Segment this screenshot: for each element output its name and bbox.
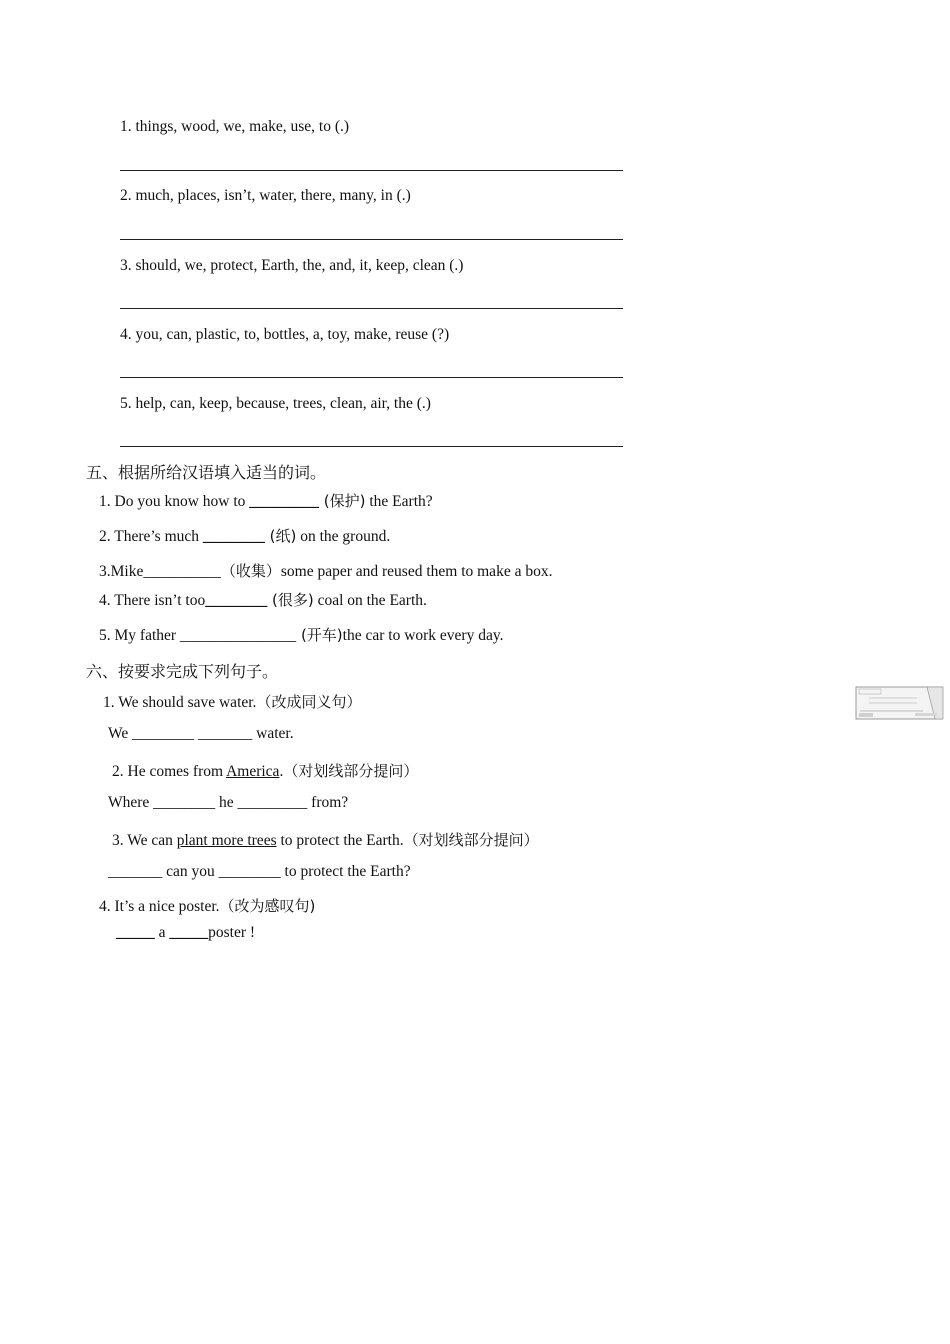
fill-item-2 — [99, 525, 390, 546]
rewrite-q4-text: 4. It’s a nice poster. — [99, 898, 220, 915]
fill-item-5-pre: 5. My father — [99, 627, 180, 644]
fill-blank-2[interactable]: ________ — [202, 528, 265, 545]
rewrite-q3-pre: 3. We can — [112, 832, 177, 849]
fill-item-3-pre: 3.Mike — [99, 563, 144, 580]
reorder-item-1: 1. things, wood, we, make, use, to (.) — [120, 118, 350, 135]
fill-hint-1: (保护) — [319, 492, 366, 510]
rewrite-q1-hint: （改成同义句） — [256, 693, 362, 711]
rewrite-q2-answer[interactable]: Where ________ he _________ from? — [108, 794, 349, 811]
rewrite-q4 — [99, 895, 315, 916]
fill-blank-5[interactable]: _______________ — [179, 627, 297, 644]
rewrite-q4-blank-1[interactable]: _____ — [116, 924, 155, 941]
fill-item-1 — [99, 490, 433, 511]
answer-line-2[interactable] — [120, 239, 623, 240]
rewrite-q4-mid: a — [154, 924, 170, 941]
rewrite-q1 — [103, 691, 361, 712]
answer-line-4[interactable] — [120, 377, 623, 378]
fill-blank-1[interactable]: _________ — [249, 493, 320, 510]
rewrite-q4-hint: （改为感叹句) — [219, 897, 316, 915]
rewrite-q4-answer — [116, 924, 255, 942]
section6-heading: 六、按要求完成下列句子。 — [86, 662, 279, 681]
rewrite-q3 — [112, 829, 539, 850]
answer-line-1[interactable] — [120, 170, 623, 171]
reorder-item-2: 2. much, places, isn’t, water, there, many, in (.) — [120, 187, 411, 204]
reorder-item-3: 3. should, we, protect, Earth, the, and, it, keep, clean (.) — [120, 257, 464, 274]
reorder-item-4: 4. you, can, plastic, to, bottles, a, toy, make, reuse (?) — [120, 326, 450, 343]
fill-item-2-post: on the ground. — [296, 528, 391, 545]
envelope-watermark-icon — [855, 686, 945, 722]
fill-hint-2: (纸) — [264, 527, 297, 545]
fill-item-1-pre: 1. Do you know how to — [99, 493, 250, 510]
fill-hint-3: （收集） — [220, 562, 281, 580]
fill-hint-4: (很多) — [267, 591, 314, 609]
rewrite-q2-post: . — [279, 763, 284, 780]
fill-item-5-post: the car to work every day. — [342, 627, 504, 644]
rewrite-q2-hint: （对划线部分提问） — [283, 762, 419, 780]
fill-item-4-post: coal on the Earth. — [313, 592, 427, 609]
rewrite-q3-post: to protect the Earth. — [276, 832, 404, 849]
rewrite-q3-hint: （对划线部分提问） — [403, 831, 539, 849]
fill-item-5 — [99, 624, 503, 645]
rewrite-q2-underlined: America — [226, 763, 280, 780]
reorder-item-5: 5. help, can, keep, because, trees, clean, air, the (.) — [120, 395, 431, 412]
rewrite-q4-post: poster ! — [208, 924, 256, 941]
fill-item-3-post: some paper and reused them to make a box. — [280, 563, 553, 580]
fill-item-1-post: the Earth? — [365, 493, 433, 510]
rewrite-q2 — [112, 760, 418, 781]
fill-blank-4[interactable]: ________ — [205, 592, 268, 609]
answer-line-3[interactable] — [120, 308, 623, 309]
section5-heading: 五、根据所给汉语填入适当的词。 — [86, 463, 327, 482]
fill-item-4-pre: 4. There isn’t too — [99, 592, 206, 609]
fill-hint-5: (开车) — [296, 626, 343, 644]
rewrite-q1-answer[interactable]: We ________ _______ water. — [108, 725, 294, 742]
rewrite-q2-pre: 2. He comes from — [112, 763, 227, 780]
fill-blank-3[interactable]: __________ — [143, 563, 221, 580]
fill-item-2-pre: 2. There’s much — [99, 528, 203, 545]
fill-item-4 — [99, 589, 427, 610]
rewrite-q3-underlined: plant more trees — [176, 832, 277, 849]
rewrite-q4-blank-2[interactable]: _____ — [169, 924, 209, 941]
rewrite-q1-text: 1. We should save water. — [103, 694, 257, 711]
fill-item-3 — [99, 560, 552, 581]
rewrite-q3-answer[interactable]: _______ can you ________ to protect the Earth? — [108, 863, 411, 880]
answer-line-5[interactable] — [120, 446, 623, 447]
